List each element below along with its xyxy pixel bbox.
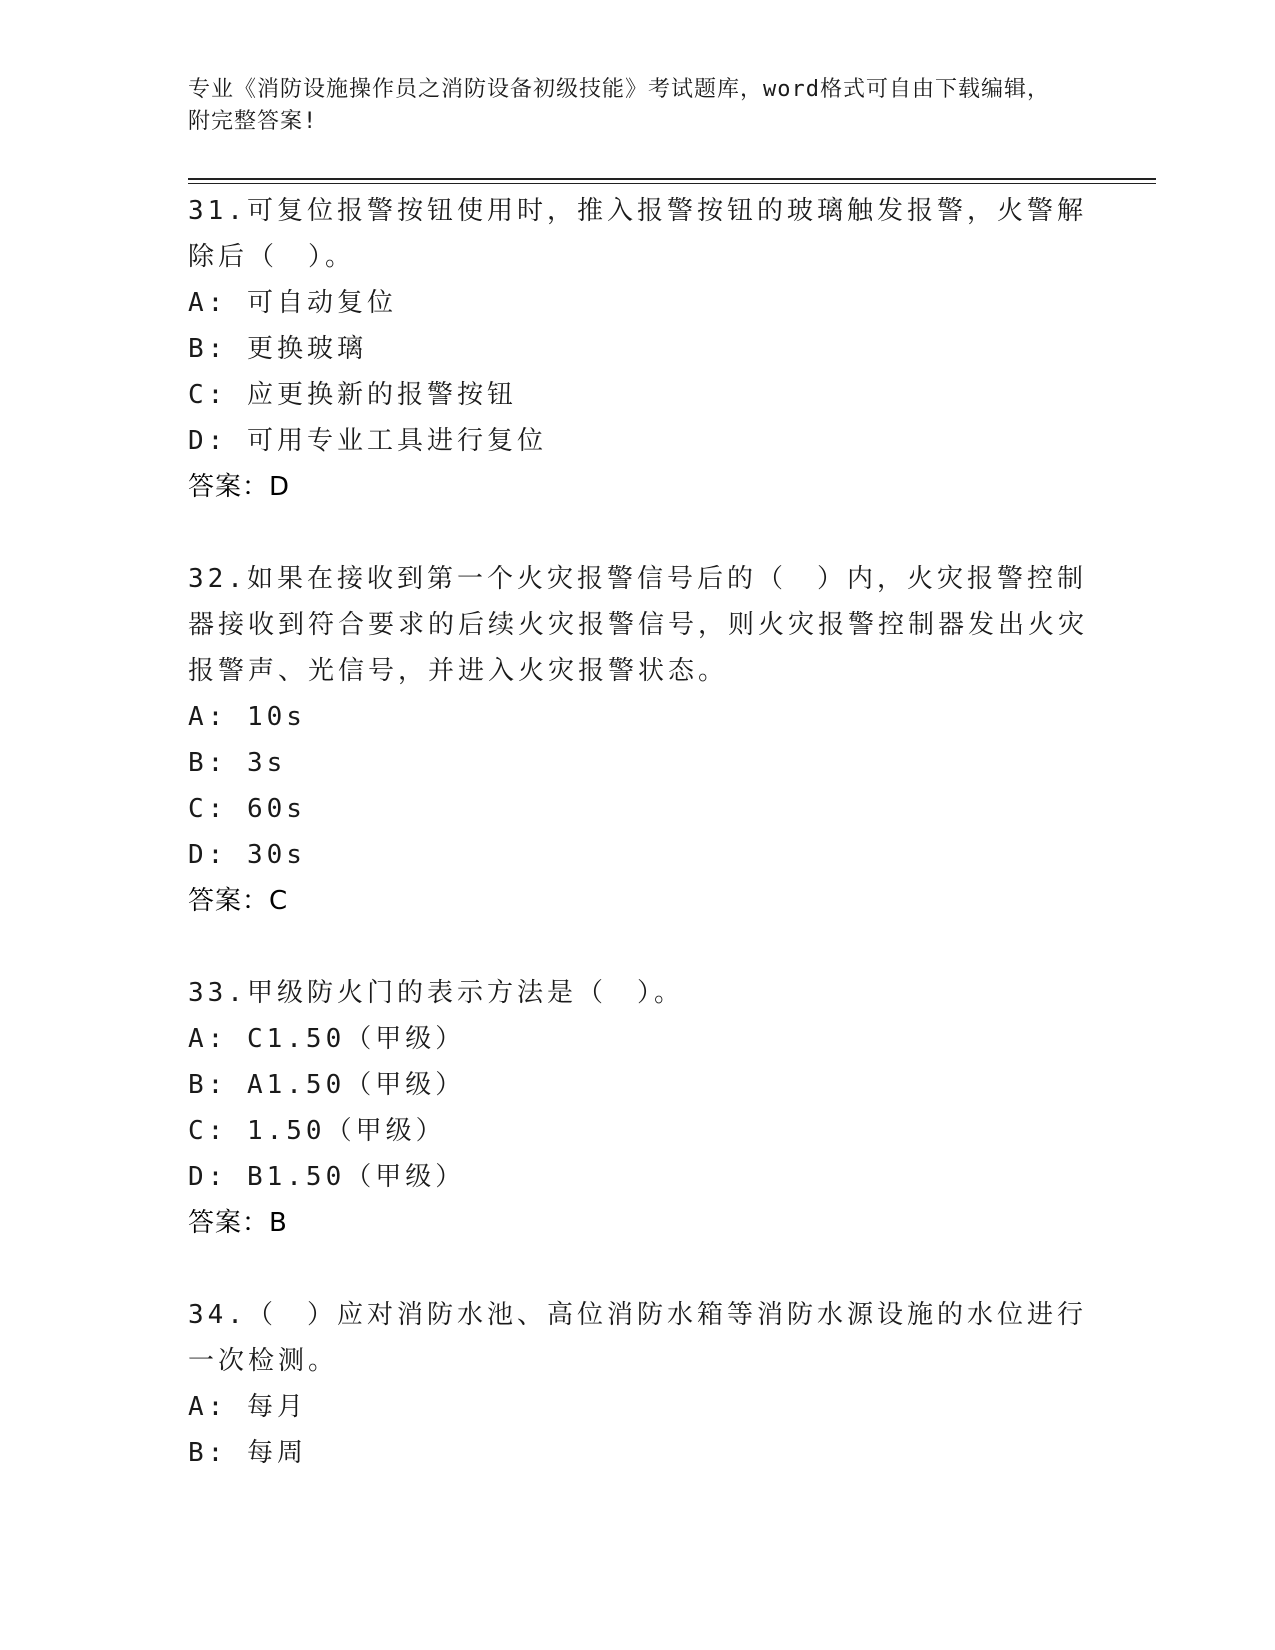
- option-a: A: 10s: [188, 702, 306, 732]
- option-a: A: C1.50（甲级）: [188, 1024, 466, 1054]
- option-a: A: 可自动复位: [188, 288, 397, 318]
- option-d: D: B1.50（甲级）: [188, 1162, 466, 1192]
- option-d: D: 30s: [188, 840, 306, 870]
- answer-line: 答案：D: [188, 472, 291, 502]
- option-c: C: 应更换新的报警按钮: [188, 380, 517, 410]
- question-list: [188, 188, 1088, 1522]
- option-b: B: A1.50（甲级）: [188, 1070, 466, 1100]
- question-34: [188, 1292, 1088, 1476]
- question-33: [188, 970, 1088, 1246]
- question-32: [188, 556, 1088, 924]
- answer-line: 答案：B: [188, 1208, 288, 1238]
- option-a: A: 每月: [188, 1392, 307, 1422]
- option-c: C: 60s: [188, 794, 306, 824]
- option-b: B: 每周: [188, 1438, 307, 1468]
- question-stem: 34.（ ）应对消防水池、高位消防水箱等消防水源设施的水位进行一次检测。: [188, 1300, 1087, 1376]
- option-c: C: 1.50（甲级）: [188, 1116, 446, 1146]
- question-31: [188, 188, 1088, 510]
- header-divider-thin: [188, 183, 1156, 184]
- question-stem: 32.如果在接收到第一个火灾报警信号后的（ ）内，火灾报警控制器接收到符合要求的后续火灾报警信号，则火灾报警控制器发出火灾报警声、光信号，并进入火灾报警状态。: [188, 564, 1089, 686]
- header-divider-thick: [188, 178, 1156, 180]
- option-b: B: 更换玻璃: [188, 334, 367, 364]
- answer-line: 答案：C: [188, 886, 289, 916]
- question-stem: 33.甲级防火门的表示方法是（ ）。: [188, 978, 684, 1008]
- document-intro: 专业《消防设施操作员之消防设备初级技能》考试题库，word格式可自由下载编辑，附完整答案!: [188, 77, 1050, 134]
- question-stem: 31.可复位报警按钮使用时，推入报警按钮的玻璃触发报警，火警解除后（ ）。: [188, 196, 1087, 272]
- option-b: B: 3s: [188, 748, 287, 778]
- option-d: D: 可用专业工具进行复位: [188, 426, 547, 456]
